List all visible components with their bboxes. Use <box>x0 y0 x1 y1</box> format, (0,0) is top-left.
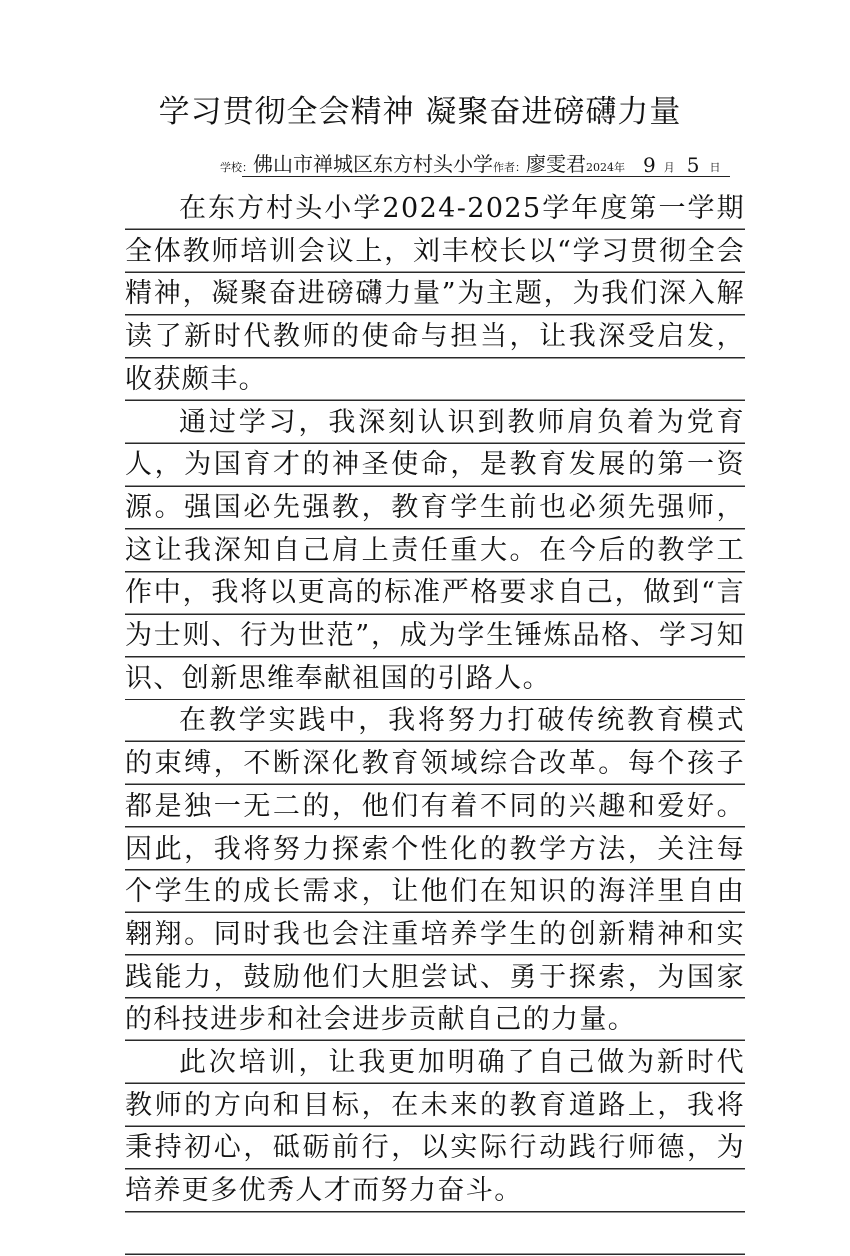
date-day-label: 日 <box>709 161 721 174</box>
essay-title: 学习贯彻全会精神 凝聚奋进磅礴力量 <box>158 94 682 130</box>
essay-meta-line <box>220 148 740 176</box>
author-name: 廖雯君 <box>526 152 586 176</box>
school-label: 学校： <box>220 161 253 174</box>
meta-underline <box>242 176 730 177</box>
date-month: 9 <box>643 153 656 177</box>
paragraph-3: 在教学实践中，我将努力打破传统教育模式的束缚，不断深化教育领域综合改革。每个孩子都是独一无二的，他们有着不同的兴趣和爱好。因此，我将努力探索个性化的教学方法，关注每个学生的成长需求，让他们在知识的海洋里自由翱翔。同时我也会注重培养学生的创新精神和实践能力，鼓励他们大胆尝试、勇于探索，为国家的科技进步和社会进步贡献自己的力量。 <box>125 700 745 1042</box>
blank-ruled-line <box>125 1213 745 1256</box>
paragraph-1: 在东方村头小学2024-2025学年度第一学期全体教师培训会议上，刘丰校长以“学习贯彻全会精神，凝聚奋进磅礴力量”为主题，为我们深入解读了新时代教师的使命与担当，让我深受启发，收获颇丰。 <box>125 188 745 402</box>
date-month-label: 月 <box>663 161 675 174</box>
essay-body <box>125 188 745 1256</box>
author-label: 作者： <box>493 161 526 174</box>
date-day: 5 <box>686 153 700 177</box>
paragraph-4: 此次培训，让我更加明确了自己做为新时代教师的方向和目标，在未来的教育道路上，我将秉持初心，砥砺前行，以实际行动践行师德，为培养更多优秀人才而努力奋斗。 <box>125 1042 745 1213</box>
paragraph-2: 通过学习，我深刻认识到教师肩负着为党育人，为国育才的神圣使命，是教育发展的第一资源。强国必先强教，教育学生前也必须先强师，这让我深知自己肩上责任重大。在今后的教学工作中，我将以更高的标准严格要求自己，做到“言为士则、行为世范”，成为学生锤炼品格、学习知识、创新思维奉献祖国的引路人。 <box>125 402 745 701</box>
date-year: 2024年 <box>586 161 625 174</box>
school-name: 佛山市禅城区东方村头小学 <box>253 152 493 176</box>
